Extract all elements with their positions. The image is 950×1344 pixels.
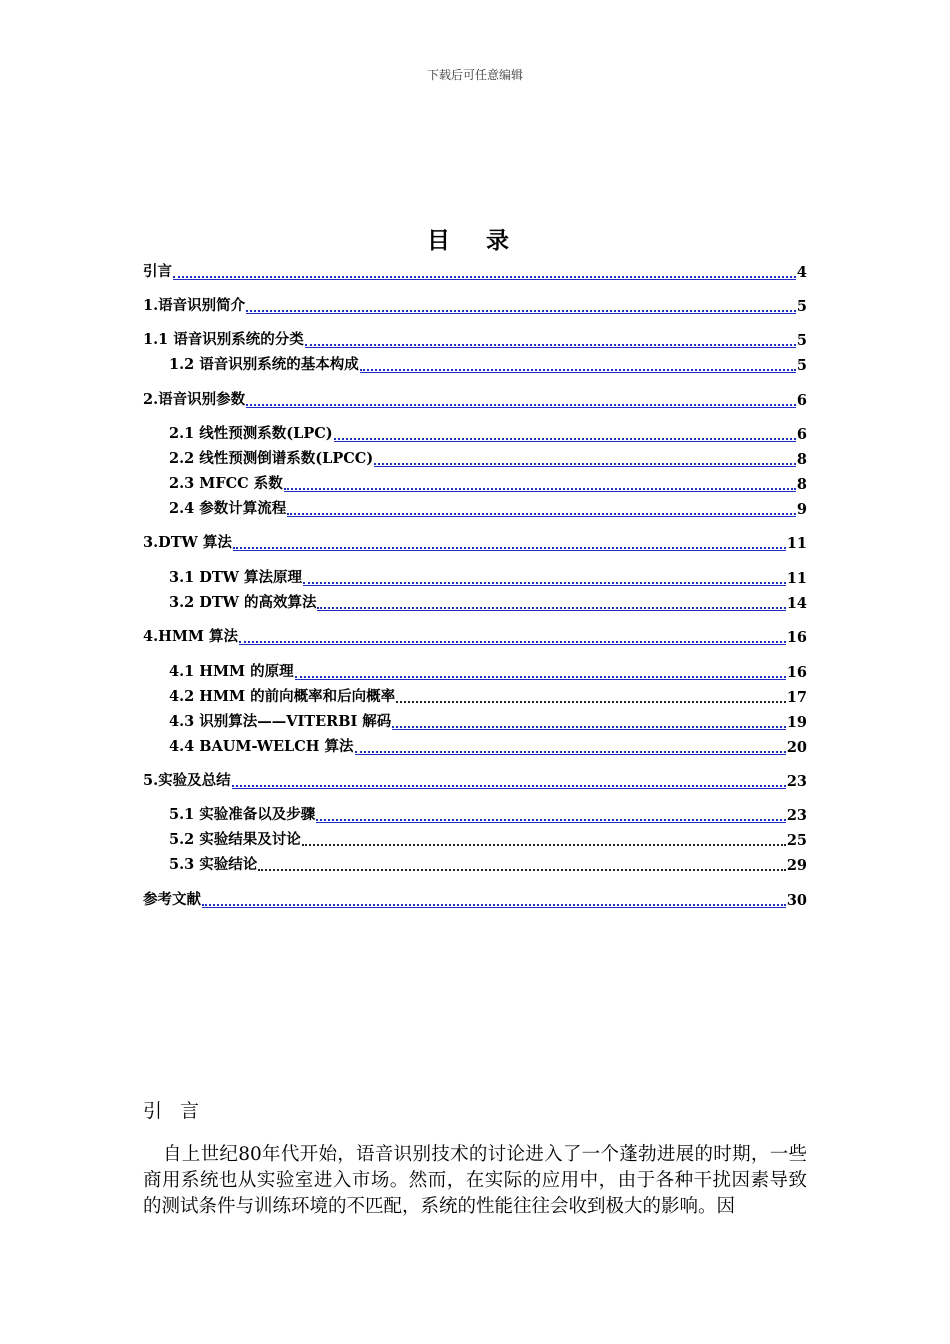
header-note: 下载后可任意编辑 <box>426 68 523 82</box>
toc-dot-leader <box>246 307 796 312</box>
toc-entry-page: 23 <box>786 773 807 790</box>
toc-entry-5-3[interactable] <box>169 854 807 874</box>
toc-entry-4-3[interactable] <box>169 711 807 731</box>
toc-entry-page: 5 <box>796 332 807 349</box>
body-paragraph: 自上世纪80年代开始，语音识别技术的讨论进入了一个蓬勃进展的时期，一些商用系统也从实验室进入市场。然而，在实际的应用中，由于各种干扰因素导致的测试条件与训练环境的不匹配，系统的性能往往会收到极大的影响。因 <box>143 1144 807 1217</box>
toc-entry-intro[interactable] <box>143 261 807 281</box>
toc-entry-page: 23 <box>786 807 807 824</box>
toc-entry-label: 参考文献 <box>143 891 201 908</box>
toc-dot-leader <box>392 723 786 728</box>
toc-entry-2-2[interactable] <box>169 448 807 468</box>
toc-entry-label: 3.1 DTW 算法原理 <box>169 569 302 586</box>
toc-dot-leader <box>317 604 785 609</box>
toc-entry-3[interactable] <box>143 532 807 552</box>
toc-entry-label: 4.1 HMM 的原理 <box>169 663 294 680</box>
toc-entry-page: 16 <box>786 664 807 681</box>
toc-entry-label: 5.1 实验准备以及步骤 <box>169 806 316 823</box>
toc-entry-4[interactable] <box>143 626 807 646</box>
toc-entry-1-2[interactable] <box>169 354 807 374</box>
toc-entry-4-1[interactable] <box>169 661 807 681</box>
toc-dot-leader <box>396 698 786 703</box>
toc-entry-page: 8 <box>796 451 807 468</box>
toc-entry-references[interactable] <box>143 889 807 909</box>
toc-entry-2-4[interactable] <box>169 498 807 518</box>
toc-entry-page: 4 <box>796 264 807 281</box>
toc-entry-label: 1.语音识别简介 <box>143 297 246 314</box>
toc-dot-leader <box>303 579 786 584</box>
toc-entry-label: 2.4 参数计算流程 <box>169 500 287 517</box>
toc-entry-5-2[interactable] <box>169 829 807 849</box>
toc-entry-page: 8 <box>796 476 807 493</box>
toc-entry-label: 3.DTW 算法 <box>143 534 232 551</box>
toc-entry-5[interactable] <box>143 770 807 790</box>
toc-entry-5-1[interactable] <box>169 804 807 824</box>
toc-entry-label: 4.HMM 算法 <box>143 628 238 645</box>
toc-dot-leader <box>239 638 786 643</box>
toc-entry-label: 引言 <box>143 263 172 280</box>
toc-dot-leader <box>287 510 796 515</box>
toc-entry-page: 11 <box>786 570 807 587</box>
toc-entry-page: 6 <box>796 426 807 443</box>
toc-entry-1[interactable] <box>143 295 807 315</box>
toc-entry-page: 6 <box>796 392 807 409</box>
toc-dot-leader <box>232 782 786 787</box>
toc-entry-label: 2.语音识别参数 <box>143 391 246 408</box>
toc-entry-page: 17 <box>786 689 807 706</box>
toc-dot-leader <box>334 435 796 440</box>
toc-entry-label: 5.实验及总结 <box>143 772 231 789</box>
toc-entry-page: 14 <box>786 595 807 612</box>
toc-dot-leader <box>295 673 786 678</box>
toc-dot-leader <box>374 460 796 465</box>
toc-dot-leader <box>173 273 796 278</box>
toc-entry-page: 11 <box>786 535 807 552</box>
toc-entry-label: 2.3 MFCC 系数 <box>169 475 283 492</box>
toc-dot-leader <box>355 748 786 753</box>
toc-dot-leader <box>302 841 786 846</box>
toc-entry-1-1[interactable] <box>143 329 807 349</box>
toc-entry-label: 1.1 语音识别系统的分类 <box>143 331 304 348</box>
toc-entry-label: 2.1 线性预测系数(LPC) <box>169 425 333 442</box>
toc-dot-leader <box>360 366 796 371</box>
toc-entry-page: 25 <box>786 832 807 849</box>
toc-dot-leader <box>284 485 796 490</box>
toc-entry-4-4[interactable] <box>169 736 807 756</box>
toc-dot-leader <box>305 341 796 346</box>
toc-entry-page: 9 <box>796 501 807 518</box>
toc-entry-2-1[interactable] <box>169 423 807 443</box>
toc-entry-label: 5.2 实验结果及讨论 <box>169 831 301 848</box>
toc-entry-label: 2.2 线性预测倒谱系数(LPCC) <box>169 450 374 467</box>
toc-entry-3-2[interactable] <box>169 592 807 612</box>
toc-entry-label: 4.2 HMM 的前向概率和后向概率 <box>169 688 396 705</box>
toc-entry-4-2[interactable] <box>169 686 807 706</box>
toc-dot-leader <box>246 401 796 406</box>
toc-entry-3-1[interactable] <box>169 567 807 587</box>
toc-entry-page: 5 <box>796 298 807 315</box>
toc-dot-leader <box>258 866 786 871</box>
toc-entry-page: 20 <box>786 739 807 756</box>
toc-entry-label: 3.2 DTW 的高效算法 <box>169 594 317 611</box>
toc-entry-page: 19 <box>786 714 807 731</box>
toc-entry-2[interactable] <box>143 389 807 409</box>
toc-entry-label: 4.3 识别算法——VITERBI 解码 <box>169 713 392 730</box>
toc-entry-label: 4.4 BAUM-WELCH 算法 <box>169 738 354 755</box>
toc-entry-2-3[interactable] <box>169 473 807 493</box>
toc-dot-leader <box>202 901 786 906</box>
toc-entry-page: 29 <box>786 857 807 874</box>
toc-entry-page: 30 <box>786 892 807 909</box>
toc-title: 目 录 <box>426 227 523 254</box>
toc-entry-page: 16 <box>786 629 807 646</box>
toc-dot-leader <box>316 816 786 821</box>
section-heading-intro: 引 言 <box>143 1100 206 1122</box>
toc-entry-label: 5.3 实验结论 <box>169 856 258 873</box>
toc-entry-page: 5 <box>796 357 807 374</box>
toc-entry-label: 1.2 语音识别系统的基本构成 <box>169 356 359 373</box>
toc-dot-leader <box>233 544 786 549</box>
